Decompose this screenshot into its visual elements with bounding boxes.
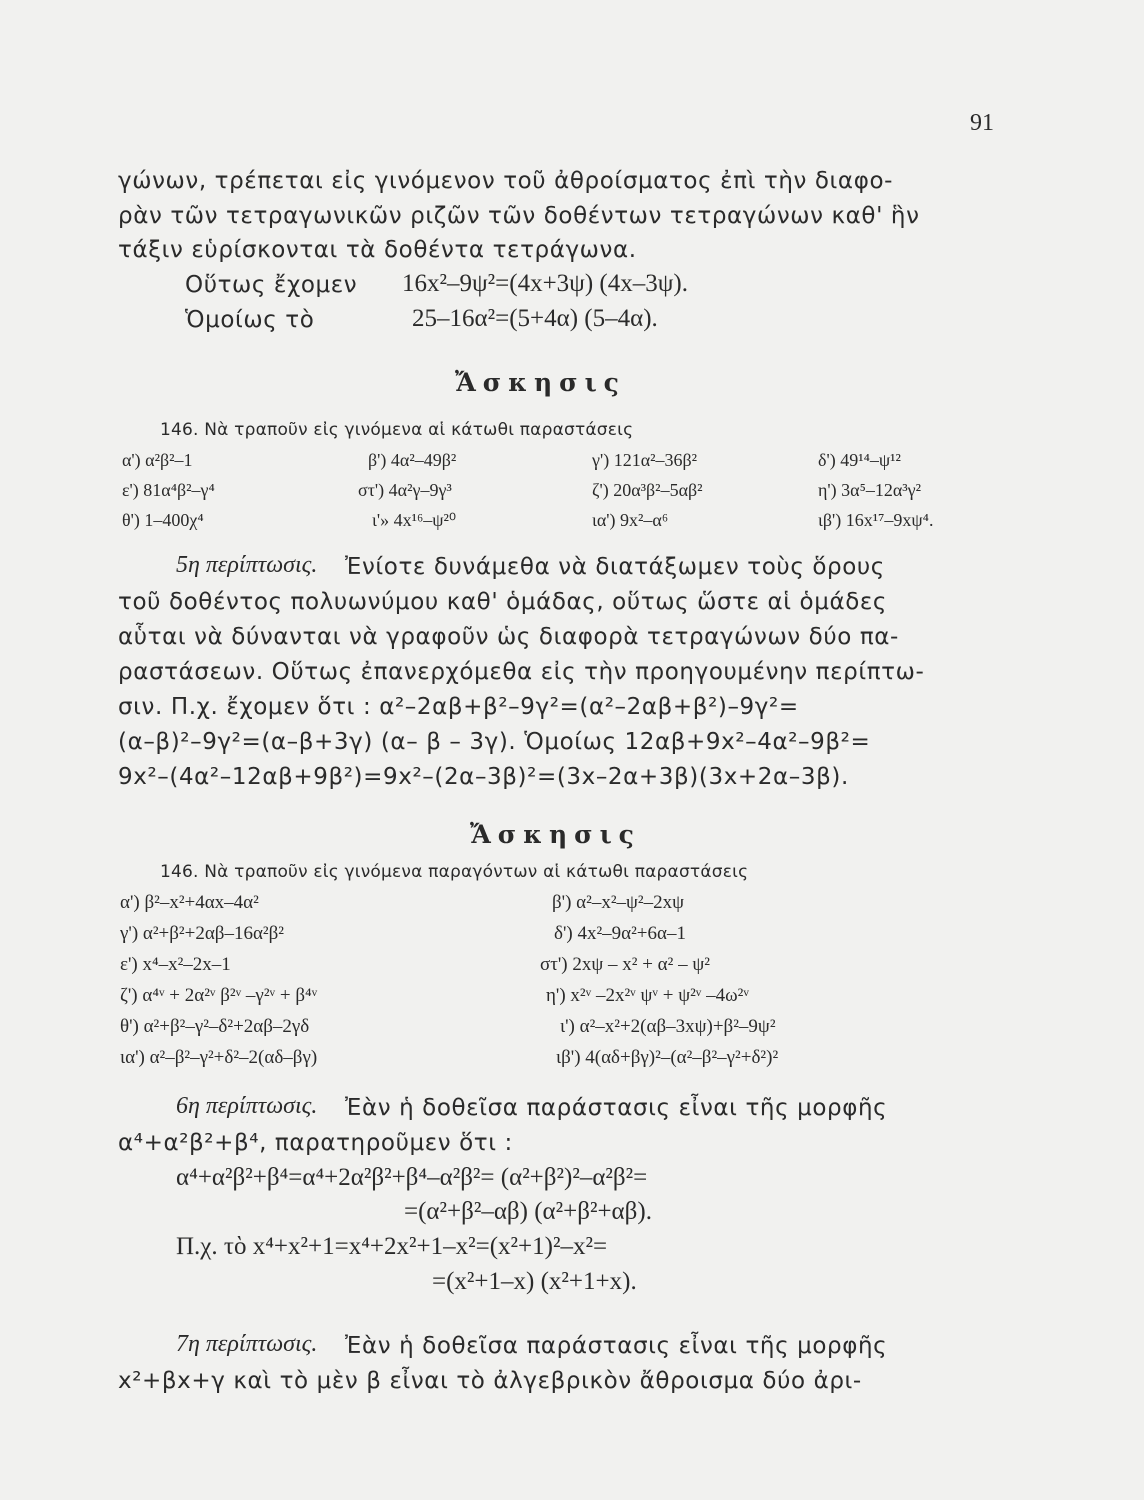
- exercise-item: ια') α²–β²–γ²+δ²–2(αδ–βγ): [120, 1047, 318, 1068]
- exercise-item: ιβ') 16x¹⁷–9xψ⁴.: [818, 510, 934, 530]
- exercise-item: γ') α²+β²+2αβ–16α²β²: [120, 923, 284, 944]
- exercise-title-2: Ἄσκησις: [470, 820, 641, 849]
- exercise-item: ε') x⁴–x²–2x–1: [120, 954, 231, 975]
- exercise-item: δ') 49¹⁴–ψ¹²: [818, 450, 901, 470]
- case-6-heading: 6η περίπτωσις.: [176, 1093, 318, 1119]
- case-5-line-1: Ἐνίοτε δυνάμεθα νὰ διατάξωμεν τοὺς ὅρους: [345, 554, 885, 580]
- case-6-equation-1: α⁴+α²β²+β⁴=α⁴+2α²β²+β⁴–α²β²= (α²+β²)²–α²β²=: [176, 1164, 648, 1191]
- case-6-equation-2: =(α²+β²–αβ) (α²+β²+αβ).: [404, 1198, 652, 1225]
- intro-line-3: τάξιν εὑρίσκονται τὰ δοθέντα τετράγωνα.: [118, 237, 637, 263]
- case-5-heading: 5η περίπτωσις.: [176, 552, 318, 578]
- exercise-item: β') α²–x²–ψ²–2xψ: [552, 892, 684, 913]
- exercise-item: β') 4α²–49β²: [368, 450, 457, 470]
- case-6-equation-3: Π.χ. τὸ x⁴+x²+1=x⁴+2x²+1–x²=(x²+1)²–x²=: [176, 1233, 608, 1260]
- intro-line-1: γώνων, τρέπεται εἰς γινόμενον τοῦ ἀθροίσματος ἐπὶ τὴν διαφο-: [118, 168, 894, 194]
- exercise-item: δ') 4x²–9α²+6α–1: [554, 923, 686, 944]
- exercise-prompt-2: 146. Νὰ τραποῦν εἰς γινόμενα παραγόντων αἱ κάτωθι παραστάσεις: [160, 862, 749, 882]
- case-7-line-2: x²+βx+γ καὶ τὸ μὲν β εἶναι τὸ ἀλγεβρικὸν ἄθροισμα δύο ἀρι-: [118, 1368, 862, 1394]
- exercise-item: θ') α²+β²–γ²–δ²+2αβ–2γδ: [120, 1016, 310, 1037]
- case-5-line-4: ραστάσεων. Οὕτως ἐπανερχόμεθα εἰς τὴν προηγουμένην περίπτω-: [118, 659, 925, 685]
- exercise-prompt-1: 146. Νὰ τραποῦν εἰς γινόμενα αἱ κάτωθι παραστάσεις: [160, 420, 634, 440]
- exercise-item: θ') 1–400χ⁴: [122, 510, 204, 530]
- exercise-item: ι'» 4x¹⁶–ψ²⁰: [372, 510, 457, 530]
- exercise-item: στ') 4α²γ–9γ³: [358, 480, 452, 500]
- example-1-label: Οὕτως ἔχομεν: [185, 272, 358, 298]
- page-number: 91: [970, 110, 994, 136]
- exercise-item: α') β²–x²+4αx–4α²: [120, 892, 259, 913]
- case-6-equation-4: =(x²+1–x) (x²+1+x).: [432, 1268, 637, 1295]
- exercise-item: γ') 121α²–36β²: [592, 450, 698, 470]
- exercise-item: ε') 81α⁴β²–γ⁴: [122, 480, 215, 500]
- case-5-line-2: τοῦ δοθέντος πολυωνύμου καθ' ὁμάδας, οὕτως ὥστε αἱ ὁμάδες: [118, 589, 888, 615]
- case-6-line-2: α⁴+α²β²+β⁴, παρατηροῦμεν ὅτι :: [118, 1130, 513, 1156]
- case-5-line-6: (α–β)²–9γ²=(α–β+3γ) (α– β – 3γ). Ὁμοίως 12αβ+9x²–4α²–9β²=: [118, 729, 871, 755]
- exercise-title-1: Ἄσκησις: [455, 368, 626, 397]
- example-2-label: Ὁμοίως τὸ: [185, 307, 315, 333]
- case-7-line-1: Ἐὰν ἡ δοθεῖσα παράστασις εἶναι τῆς μορφῆς: [345, 1333, 888, 1359]
- exercise-item: ζ') 20α³β²–5αβ²: [592, 480, 703, 500]
- exercise-item: ι') α²–x²+2(αβ–3xψ)+β²–9ψ²: [560, 1016, 776, 1037]
- intro-line-2: ρὰν τῶν τετραγωνικῶν ριζῶν τῶν δοθέντων τετραγώνων καθ' ἣν: [118, 203, 920, 229]
- exercise-item: η') x²ᵛ –2x²ᵛ ψᵛ + ψ²ᵛ –4ω²ᵛ: [546, 985, 749, 1006]
- exercise-item: ια') 9x²–α⁶: [592, 510, 669, 530]
- example-1-formula: 16x²–9ψ²=(4x+3ψ) (4x–3ψ).: [402, 270, 688, 297]
- exercise-item: στ') 2xψ – x² + α² – ψ²: [540, 954, 710, 975]
- example-2-formula: 25–16α²=(5+4α) (5–4α).: [412, 305, 658, 332]
- exercise-item: ζ') α⁴ᵛ + 2α²ᵛ β²ᵛ –γ²ᵛ + β⁴ᵛ: [120, 985, 318, 1006]
- case-5-line-3: αὗται νὰ δύνανται νὰ γραφοῦν ὡς διαφορὰ τετραγώνων δύο πα-: [118, 624, 899, 650]
- exercise-item: α') α²β²–1: [122, 450, 193, 470]
- case-7-heading: 7η περίπτωσις.: [176, 1331, 318, 1357]
- case-5-line-7: 9x²–(4α²–12αβ+9β²)=9x²–(2α–3β)²=(3x–2α+3β)(3x+2α–3β).: [118, 764, 849, 790]
- exercise-item: ιβ') 4(αδ+βγ)²–(α²–β²–γ²+δ²)²: [556, 1047, 779, 1068]
- case-6-line-1: Ἐὰν ἡ δοθεῖσα παράστασις εἶναι τῆς μορφῆς: [345, 1095, 888, 1121]
- exercise-item: η') 3α⁵–12α³γ²: [818, 480, 922, 500]
- case-5-line-5: σιν. Π.χ. ἔχομεν ὅτι : α²–2αβ+β²–9γ²=(α²–2αβ+β²)–9γ²=: [118, 694, 799, 720]
